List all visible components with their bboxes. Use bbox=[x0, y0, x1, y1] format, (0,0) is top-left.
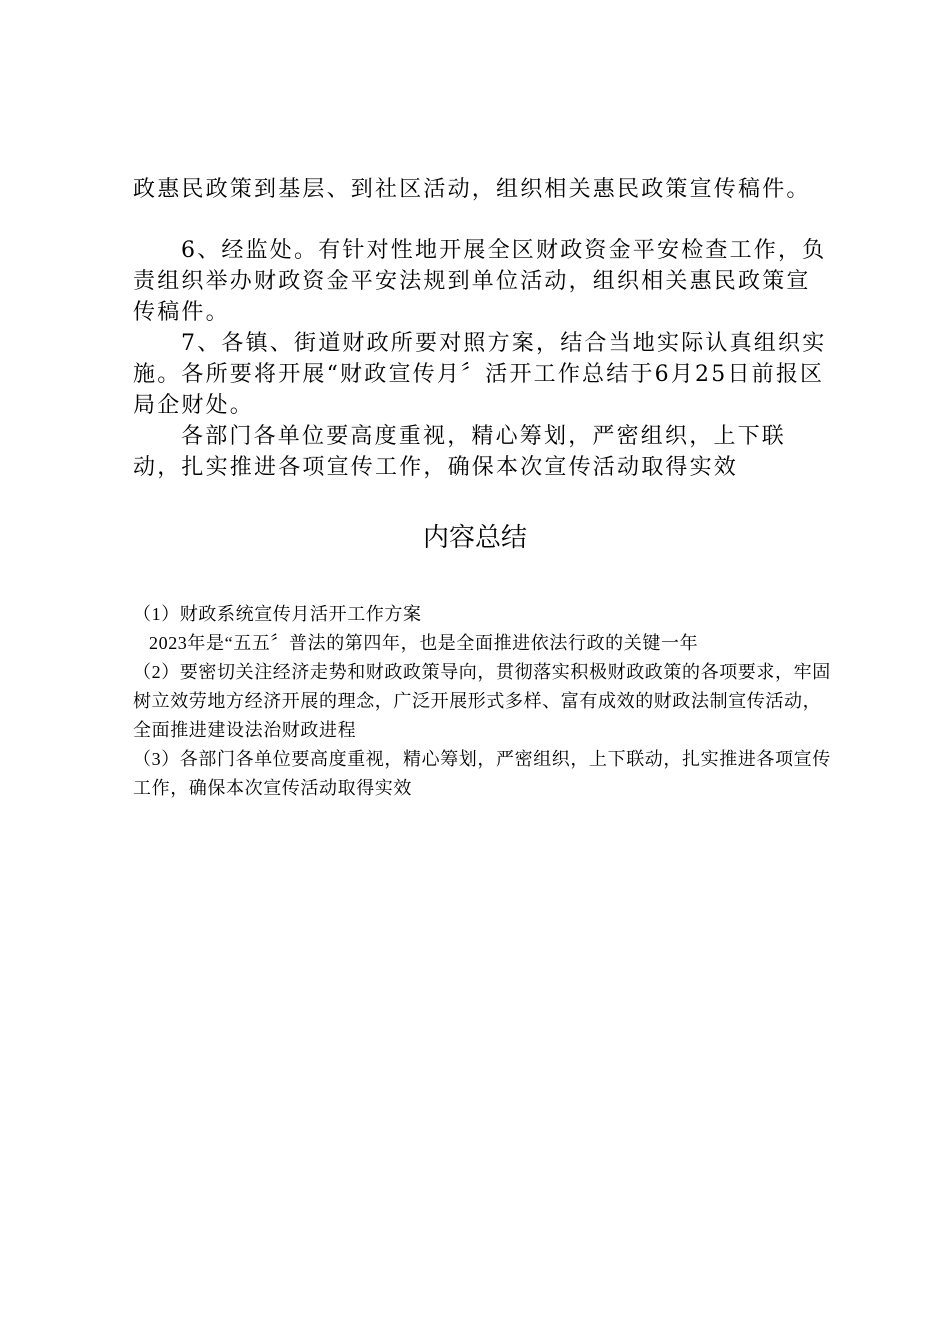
summary-item-3: （3）各部门各单位要高度重视，精心筹划，严密组织，上下联动，扎实推进各项宣传工作，确保本次宣传活动取得实效 bbox=[133, 749, 831, 798]
summary-item-2: （2）要密切关注经济走势和财政政策导向，贯彻落实积极财政政策的各项要求，牢固树立效劳地方经济开展的理念，广泛开展形式多样、富有成效的财政法制宣传活动，全面推进建设法治财政进程 bbox=[133, 662, 831, 740]
summary-item-1: （1）财政系统宣传月活开工作方案 bbox=[133, 604, 422, 624]
summary-section bbox=[133, 600, 833, 803]
paragraph-continuation: 政惠民政策到基层、到社区活动，组织相关惠民政策宣传稿件。 bbox=[133, 177, 811, 202]
paragraph-closing: 各部门各单位要高度重视，精心筹划，严密组织，上下联动，扎实推进各项宣传工作，确保本次宣传活动取得实效 bbox=[133, 424, 787, 480]
body-section bbox=[133, 235, 833, 483]
summary-heading: 内容总结 bbox=[422, 523, 527, 553]
paragraph-item-6: 6、经监处。有针对性地开展全区财政资金平安检查工作，负责组织举办财政资金平安法规到单位活动，组织相关惠民政策宣传稿件。 bbox=[133, 238, 827, 325]
summary-item-1-detail: 2023年是“五五〞普法的第四年，也是全面推进依法行政的关键一年 bbox=[149, 633, 699, 653]
paragraph-item-7: 7、各镇、街道财政所要对照方案，结合当地实际认真组织实施。各所要将开展“财政宣传月〞活开工作总结于6月25日前报区局企财处。 bbox=[133, 331, 827, 418]
